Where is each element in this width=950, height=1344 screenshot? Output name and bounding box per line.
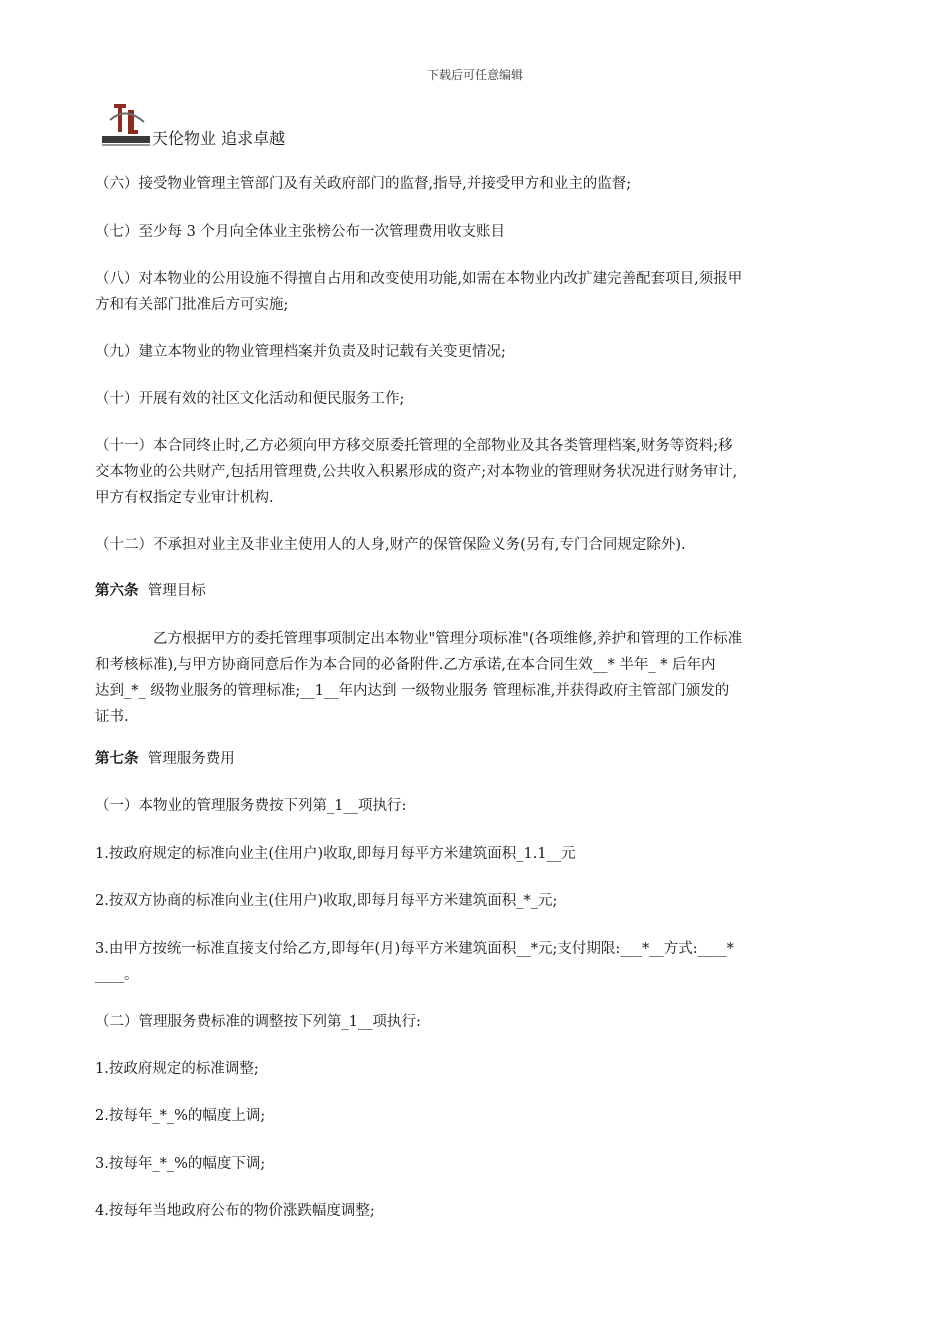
clause-11-line3: 甲方有权指定专业审计机构. [95,490,274,506]
clause-9: （九）建立本物业的物业管理档案并负责及时记载有关变更情况; [95,344,506,360]
fee-item-3-line1: 3.由甲方按统一标准直接支付给乙方,即每年(月)每平方米建筑面积__*元;支付期限:___*__方式:____* [95,941,734,957]
clause-11-line1: （十一）本合同终止时,乙方必须向甲方移交原委托管理的全部物业及其各类管理档案,财务等资料;移 [95,438,733,454]
fee-section-2: （二）管理服务费标准的调整按下列第_1__项执行: [95,1014,421,1030]
adjust-item-3: 3.按每年_*_%的幅度下调; [95,1156,266,1172]
article-6-label: 第六条 [95,582,139,599]
clause-11-line2: 交本物业的公共财产,包括用管理费,公共收入积累形成的资产;对本物业的管理财务状况进行财务审计, [95,464,738,480]
article-6-heading [95,578,855,604]
clause-12: （十二）不承担对业主及非业主使用人的人身,财产的保管保险义务(另有,专门合同规定除外). [95,537,686,553]
article-6-line2: 和考核标准),与甲方协商同意后作为本合同的必备附件.乙方承诺,在本合同生效__* 半年_ * 后年内 [95,657,716,673]
adjust-item-1: 1.按政府规定的标准调整; [95,1061,259,1077]
clause-8-line1: （八）对本物业的公用设施不得擅自占用和改变使用功能,如需在本物业内改扩建完善配套项目,须报甲 [95,271,743,287]
clause-7: （七）至少每 3 个月向全体业主张榜公布一次管理费用收支账目 [95,224,505,240]
brand-slogan: 天伦物业 追求卓越 [152,129,286,148]
clause-8-line2: 方和有关部门批准后方可实施; [95,297,289,313]
article-6-line1: 乙方根据甲方的委托管理事项制定出本物业"管理分项标准"(各项维修,养护和管理的工作标准 [153,631,743,647]
fee-item-3-line2: ____。 [95,967,139,983]
fee-section-1: （一）本物业的管理服务费按下列第_1__项执行: [95,798,407,814]
article-7-heading [95,746,855,772]
fee-item-2: 2.按双方协商的标准向业主(住用户)收取,即每月每平方米建筑面积_*_元; [95,893,558,909]
adjust-item-2: 2.按每年_*_%的幅度上调; [95,1108,266,1124]
clause-10: （十）开展有效的社区文化活动和便民服务工作; [95,391,405,407]
fee-item-1: 1.按政府规定的标准向业主(住用户)收取,即每月每平方米建筑面积_1.1__元 [95,846,576,862]
article-6-line3: 达到_*_ 级物业服务的管理标准;__1__年内达到 一级物业服务 管理标准,并获得政府主管部门颁发的 [95,683,730,699]
article-6-title: 管理目标 [147,583,206,599]
article-7-label: 第七条 [95,750,139,767]
adjust-item-4: 4.按每年当地政府公布的物价涨跌幅度调整; [95,1203,375,1219]
article-7-title: 管理服务费用 [147,751,235,767]
article-6-line4: 证书. [95,709,129,725]
company-logo [100,100,152,148]
clause-6: （六）接受物业管理主管部门及有关政府部门的监督,指导,并接受甲方和业主的监督; [95,176,632,192]
page-header-note: 下载后可任意编辑 [426,68,523,82]
